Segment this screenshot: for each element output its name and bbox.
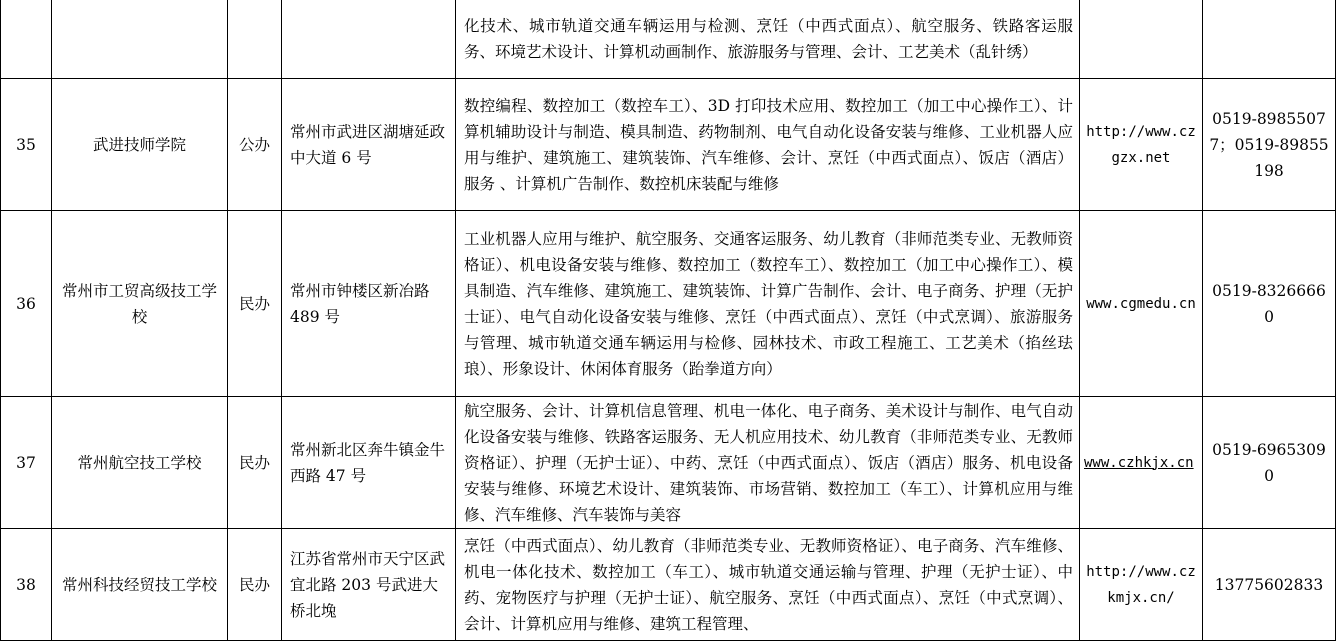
school-name: 武进技师学院 xyxy=(52,79,228,211)
school-address xyxy=(282,0,456,79)
school-majors: 化技术、城市轨道交通车辆运用与检测、烹饪（中西式面点）、航空服务、铁路客运服务、环境艺术设计、计算机动画制作、旅游服务与管理、会计、工艺美术（乱针绣） xyxy=(456,0,1080,79)
row-number: 36 xyxy=(1,211,52,397)
table-row xyxy=(1,529,1336,641)
school-name: 常州科技经贸技工学校 xyxy=(52,529,228,641)
school-type: 公办 xyxy=(228,79,282,211)
school-phone: 0519-69653090 xyxy=(1203,397,1336,529)
school-majors: 数控编程、数控加工（数控车工）、3D 打印技术应用、数控加工（加工中心操作工）、计算机辅助设计与制造、模具制造、药物制剂、电气自动化设备安装与维修、工业机器人应用与维护、建筑施工、建筑装饰、汽车维修、会计、烹饪（中西式面点）、饭店（酒店）服务 、计算机广告制作、数控机床装配与维修 xyxy=(456,79,1080,211)
school-name xyxy=(52,0,228,79)
school-majors: 烹饪（中西式面点）、幼儿教育（非师范类专业、无教师资格证）、电子商务、汽车维修、机电一体化技术、数控加工（车工）、城市轨道交通运输与管理、护理（无护士证）、中药、宠物医疗与护理（无护士证）、航空服务、烹饪（中西式面点）、烹饪（中式烹调）、会计、计算机应用与维修、建筑工程管理、 xyxy=(456,529,1080,641)
school-website[interactable]: http://www.czgzx.net xyxy=(1080,79,1203,211)
school-website[interactable]: www.cgmedu.cn xyxy=(1080,211,1203,397)
table-row xyxy=(1,397,1336,529)
school-website xyxy=(1080,0,1203,79)
school-phone: 13775602833 xyxy=(1203,529,1336,641)
school-type xyxy=(228,0,282,79)
school-website-link[interactable]: www.czhkjx.cn xyxy=(1084,454,1194,471)
school-name: 常州市工贸高级技工学校 xyxy=(52,211,228,397)
row-number: 37 xyxy=(1,397,52,529)
school-address: 常州市武进区湖塘延政中大道 6 号 xyxy=(282,79,456,211)
school-type: 民办 xyxy=(228,397,282,529)
school-phone xyxy=(1203,0,1336,79)
school-phone: 0519-89855077；0519-89855198 xyxy=(1203,79,1336,211)
row-number: 38 xyxy=(1,529,52,641)
school-majors: 航空服务、会计、计算机信息管理、机电一体化、电子商务、美术设计与制作、电气自动化设备安装与维修、铁路客运服务、无人机应用技术、幼儿教育（非师范类专业、无教师资格证）、护理（无护士证）、中药、烹饪（中西式面点）、饭店（酒店）服务、机电设备安装与维修、环境艺术设计、建筑装饰、市场营销、数控加工（车工）、计算机应用与维修、汽车维修、汽车装饰与美容 xyxy=(456,397,1080,529)
school-address: 常州市钟楼区新冶路 489 号 xyxy=(282,211,456,397)
row-number xyxy=(1,0,52,79)
table-row xyxy=(1,211,1336,397)
school-type: 民办 xyxy=(228,211,282,397)
school-website[interactable]: http://www.czkmjx.cn/ xyxy=(1080,529,1203,641)
school-address: 常州新北区奔牛镇金牛西路 47 号 xyxy=(282,397,456,529)
school-name: 常州航空技工学校 xyxy=(52,397,228,529)
row-number: 35 xyxy=(1,79,52,211)
table-row xyxy=(1,0,1336,79)
school-address: 江苏省常州市天宁区武宜北路 203 号武进大桥北堍 xyxy=(282,529,456,641)
school-phone: 0519-83266660 xyxy=(1203,211,1336,397)
school-majors: 工业机器人应用与维护、航空服务、交通客运服务、幼儿教育（非师范类专业、无教师资格证）、机电设备安装与维修、数控加工（数控车工）、数控加工（加工中心操作工）、模具制造、汽车维修、建筑施工、建筑装饰、计算广告制作、会计、电子商务、护理（无护士证）、电气自动化设备安装与维修、烹饪（中西式面点）、烹饪（中式烹调）、旅游服务与管理、城市轨道交通车辆运用与检修、园林技术、市政工程施工、工艺美术（掐丝珐琅）、形象设计、休闲体育服务（跆拳道方向） xyxy=(456,211,1080,397)
school-type: 民办 xyxy=(228,529,282,641)
table-row xyxy=(1,79,1336,211)
